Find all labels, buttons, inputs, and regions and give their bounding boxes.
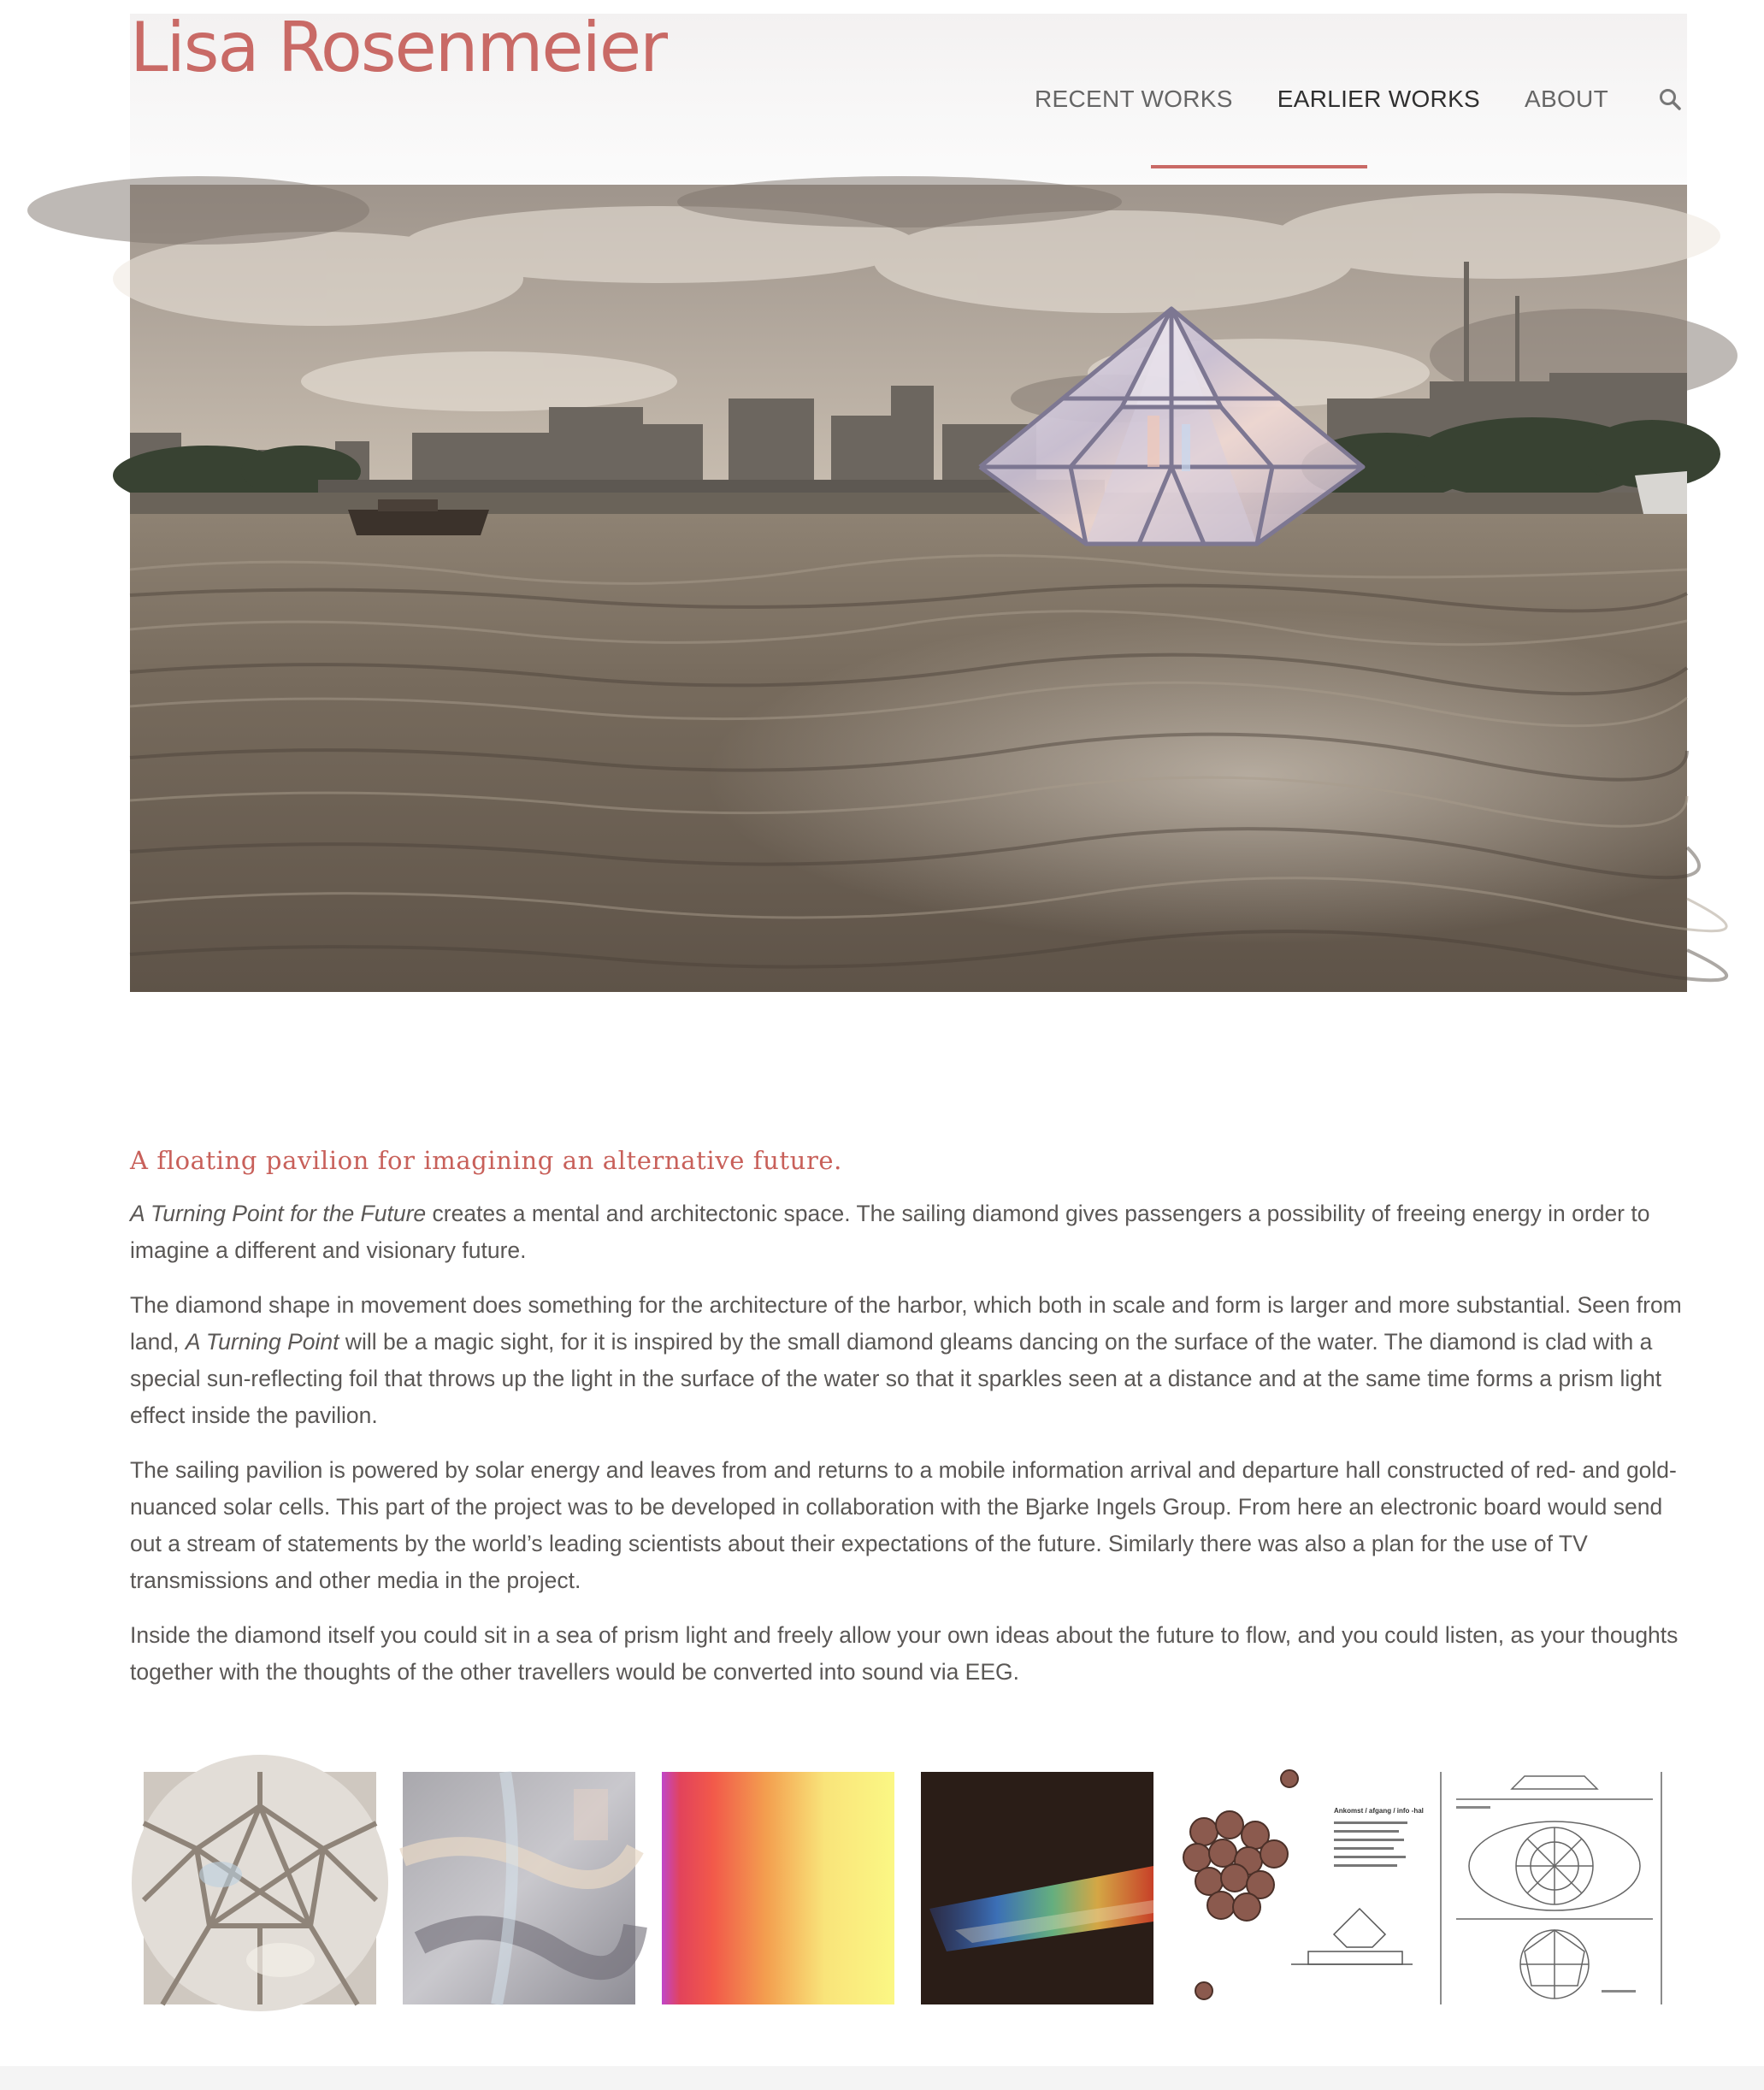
article-subtitle: A floating pavilion for imagining an alternative future. bbox=[130, 1146, 842, 1175]
gallery-thumb-plan[interactable] bbox=[1439, 1772, 1672, 2004]
paragraph-2 bbox=[130, 1287, 1687, 1434]
main-nav bbox=[990, 82, 1687, 116]
site-logo[interactable]: Lisa Rosenmeier bbox=[130, 8, 666, 87]
image-gallery bbox=[144, 1772, 1674, 2004]
paragraph-2-text: will be a magic sight, for it is inspired by the small diamond gleams dancing on the surface of the water. The diamond is clad with a special sun-reflecting foil that throws up the light in the surface of the water so that it sparkles seen at a distance and at the same time forms a prism light effect inside the pavilion. bbox=[130, 1329, 1662, 1428]
nav-earlier-works[interactable]: EARLIER WORKS bbox=[1277, 86, 1481, 112]
work-title-short: A Turning Point bbox=[185, 1329, 339, 1355]
article bbox=[130, 1146, 1687, 1709]
search-icon bbox=[1658, 87, 1682, 111]
work-title: A Turning Point for the Future bbox=[130, 1201, 427, 1226]
page-footer-edge bbox=[0, 2066, 1764, 2090]
paragraph-2-start: The diamond shape in movement does something for the architecture of the harbor, which both in scale and form is larger and more substantial. Seen from land, bbox=[130, 1292, 1682, 1355]
paragraph-3: The sailing pavilion is powered by solar energy and leaves from and returns to a mobile information arrival and departure hall constructed of red- and gold-nuanced solar cells. This part of the project was to be developed in collaboration with the Bjarke Ingels Group. From here an electronic board would send out a stream of statements by the world’s leading scientists about their expectations of the future. Similarly there was also a plan for the use of TV transmissions and other media in the project. bbox=[130, 1457, 1677, 1593]
search-button[interactable] bbox=[1653, 82, 1687, 116]
paragraph-1-text: creates a mental and architectonic space. The sailing diamond gives passengers a possibility of freeing energy in order to imagine a different and visionary future. bbox=[130, 1201, 1650, 1263]
gallery-thumb-rainbow[interactable] bbox=[921, 1772, 1153, 2004]
nav-about[interactable]: ABOUT bbox=[1525, 86, 1608, 112]
nav-recent-works[interactable]: RECENT WORKS bbox=[1034, 86, 1233, 112]
gallery-thumb-gradient[interactable] bbox=[662, 1772, 894, 2004]
gallery-thumb-drawing[interactable] bbox=[1180, 1772, 1424, 2004]
site-header bbox=[130, 8, 1687, 185]
hero-image bbox=[130, 185, 1687, 992]
gallery-thumb-prism[interactable] bbox=[403, 1772, 635, 2004]
paragraph-4: Inside the diamond itself you could sit in a sea of prism light and freely allow your own ideas about the future to flow, and you could listen, as your thoughts together with the thoughts of the other travellers would be converted into sound via EEG. bbox=[130, 1622, 1678, 1685]
paragraph-1 bbox=[130, 1196, 1687, 1269]
hero-river-diamond-illustration bbox=[130, 185, 1687, 992]
drawing-heading: Ankomst / afgang / info -hal bbox=[1334, 1807, 1424, 1815]
gallery-thumb-interior[interactable] bbox=[144, 1772, 376, 2004]
active-nav-underline bbox=[1151, 165, 1367, 168]
